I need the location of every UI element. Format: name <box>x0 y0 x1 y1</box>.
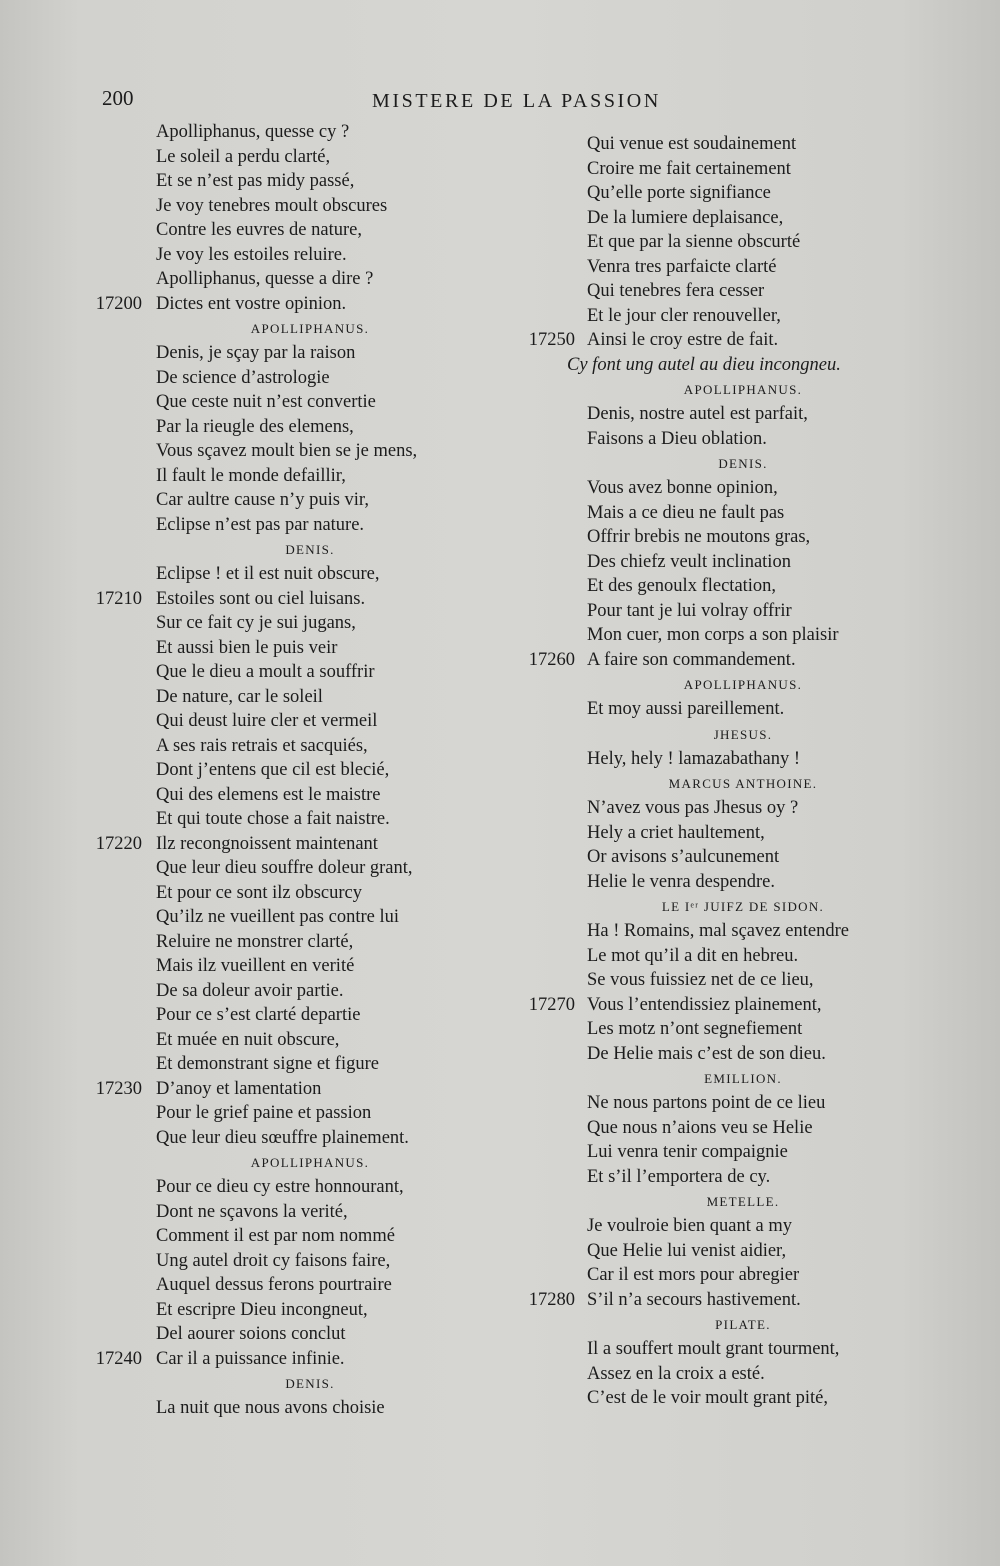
verse-text: Del aourer soions conclut <box>156 1324 346 1344</box>
verse-line <box>70 147 470 172</box>
verse-line <box>515 1339 915 1364</box>
verse-line <box>515 1118 915 1143</box>
verse-text: Ne nous partons point de ce lieu <box>587 1093 826 1113</box>
verse-text: Pour le grief paine et passion <box>156 1103 372 1123</box>
verse-line <box>70 613 470 638</box>
verse-line <box>70 1324 470 1349</box>
verse-text: Que ceste nuit n’est convertie <box>156 392 376 412</box>
line-number: 17210 <box>95 588 142 609</box>
speaker-heading <box>515 773 915 798</box>
verse-text: Dont j’entens que cil est blecié, <box>156 760 390 780</box>
verse-line <box>515 527 915 552</box>
speaker-name: JHESUS. <box>713 726 773 742</box>
verse-text: De la lumiere deplaisance, <box>587 207 784 228</box>
verse-text: Faisons a Dieu oblation. <box>587 428 767 449</box>
verse-text: Comment il est par nom nommé <box>156 1226 395 1246</box>
verse-text: Je voulroie bien quant a my <box>587 1216 792 1236</box>
verse-text: Il fault le monde defaillir, <box>156 465 346 486</box>
verse-text: Ilz recongnoissent maintenant <box>156 833 378 854</box>
verse-line <box>515 1093 915 1118</box>
verse-text: A ses rais retrais et sacquiés, <box>156 735 368 756</box>
verse-text: Et que par la sienne obscurté <box>587 232 801 252</box>
verse-line <box>70 1226 470 1251</box>
verse-text: Car il est mors pour abregier <box>587 1265 800 1285</box>
verse-line <box>70 1128 470 1153</box>
verse-text: Dont ne sçavons la verité, <box>156 1201 348 1222</box>
verse-text: S’il n’a secours hastivement. <box>587 1289 801 1310</box>
speaker-heading <box>515 1191 915 1216</box>
verse-text: Le mot qu’il a dit en hebreu. <box>587 945 799 966</box>
verse-text: De nature, car le soleil <box>156 686 323 707</box>
page-header <box>0 82 1000 118</box>
verse-line <box>70 1251 470 1276</box>
verse-line <box>70 441 470 466</box>
verse-text: Et le jour cler renouveller, <box>587 305 781 326</box>
verse-line <box>515 134 915 159</box>
speaker-heading <box>515 1314 915 1339</box>
verse-text: Il a souffert moult grant tourment, <box>587 1339 840 1359</box>
verse-text: Pour tant je lui volray offrir <box>587 600 792 621</box>
verse-line <box>70 269 470 294</box>
verse-text: La nuit que nous avons choisie <box>156 1398 385 1418</box>
verse-line <box>70 343 470 368</box>
verse-line <box>70 1103 470 1128</box>
stage-direction <box>515 355 915 380</box>
verse-line <box>515 995 915 1020</box>
verse-text: Qu’elle porte signifiance <box>587 183 771 203</box>
verse-line <box>515 601 915 626</box>
verse-text: Or avisons s’aulcunement <box>587 847 780 867</box>
verse-text: Ainsi le croy estre de fait. <box>587 330 779 350</box>
verse-text: Et pour ce sont ilz obscurcy <box>156 882 363 903</box>
speaker-name: DENIS. <box>718 456 768 471</box>
verse-text: Ha ! Romains, mal sçavez entendre <box>587 921 849 941</box>
verse-text: Que le dieu a moult a souffrir <box>156 662 375 682</box>
verse-text: Et s’il l’emportera de cy. <box>587 1166 771 1187</box>
verse-text: Pour ce dieu cy estre honnourant, <box>156 1177 404 1197</box>
verse-text: Je voy les estoiles reluire. <box>156 244 347 265</box>
verse-line <box>70 1177 470 1202</box>
verse-line <box>515 798 915 823</box>
verse-text: Se vous fuissiez net de ce lieu, <box>587 970 814 990</box>
verse-text: Et moy aussi pareillement. <box>587 699 785 719</box>
verse-line <box>70 638 470 663</box>
verse-text: Qui deust luire cler et vermeil <box>156 711 378 731</box>
speaker-name: EMILLION. <box>704 1071 782 1086</box>
verse-line <box>70 956 470 981</box>
verse-line <box>515 1216 915 1241</box>
verse-text: Je voy tenebres moult obscures <box>156 195 388 216</box>
verse-text: Et aussi bien le puis veir <box>156 637 338 658</box>
verse-text: Et des genoulx flectation, <box>587 576 777 596</box>
verse-text: Qu’ilz ne vueillent pas contre lui <box>156 907 399 927</box>
verse-line <box>70 245 470 270</box>
verse-text: N’avez vous pas Jhesus oy ? <box>587 798 799 818</box>
verse-line <box>515 1290 915 1315</box>
verse-line <box>515 183 915 208</box>
verse-line <box>70 736 470 761</box>
speaker-heading <box>515 1068 915 1093</box>
page-number: 200 <box>102 86 134 110</box>
verse-line <box>70 834 470 859</box>
verse-line <box>515 281 915 306</box>
verse-text: Vous sçavez moult bien se je mens, <box>156 441 418 461</box>
verse-line <box>70 294 470 319</box>
verse-line <box>70 662 470 687</box>
verse-text: De science d’astrologie <box>156 367 330 388</box>
verse-line <box>515 330 915 355</box>
verse-text: Lui venra tenir compaignie <box>587 1142 788 1162</box>
right-text-column <box>515 134 915 1413</box>
line-number: 17260 <box>528 649 575 670</box>
verse-line <box>515 1265 915 1290</box>
speaker-name: APOLLIPHANUS. <box>250 1155 370 1170</box>
verse-line <box>515 232 915 257</box>
verse-line <box>515 208 915 233</box>
verse-line <box>70 368 470 393</box>
verse-text: Dictes ent vostre opinion. <box>156 293 347 314</box>
speaker-name: PILATE. <box>715 1317 771 1332</box>
verse-line <box>70 220 470 245</box>
verse-text: Auquel dessus ferons pourtraire <box>156 1275 392 1295</box>
speaker-name: LE Iᵉʳ JUIFZ DE SIDON. <box>661 899 825 914</box>
verse-line <box>70 785 470 810</box>
verse-text: Que nous n’aions veu se Helie <box>587 1117 813 1138</box>
verse-line <box>70 392 470 417</box>
verse-text: Mais a ce dieu ne fault pas <box>587 502 785 523</box>
verse-line <box>515 847 915 872</box>
verse-line <box>70 589 470 614</box>
verse-line <box>70 196 470 221</box>
verse-line <box>70 711 470 736</box>
verse-text: Car il a puissance infinie. <box>156 1348 345 1369</box>
verse-text: De Helie mais c’est de son dieu. <box>587 1043 826 1064</box>
speaker-heading <box>515 724 915 749</box>
verse-line <box>515 503 915 528</box>
line-number: 17220 <box>95 833 142 854</box>
speaker-heading <box>70 539 470 564</box>
verse-line <box>70 1349 470 1374</box>
verse-text: Apolliphanus, quesse a dire ? <box>156 269 374 289</box>
verse-text: Par la rieugle des elemens, <box>156 416 354 437</box>
speaker-heading <box>70 1373 470 1398</box>
speaker-heading <box>515 674 915 699</box>
verse-text: Et demonstrant signe et figure <box>156 1054 379 1074</box>
verse-line <box>70 466 470 491</box>
verse-line <box>515 478 915 503</box>
verse-text: Denis, nostre autel est parfait, <box>587 404 808 424</box>
verse-line <box>70 171 470 196</box>
line-number: 17230 <box>95 1078 142 1099</box>
left-text-column <box>70 122 470 1423</box>
verse-line <box>70 1275 470 1300</box>
verse-line <box>70 515 470 540</box>
speaker-name: APOLLIPHANUS. <box>250 321 370 336</box>
verse-text: Que leur dieu souffre doleur grant, <box>156 858 413 878</box>
verse-line <box>70 1300 470 1325</box>
verse-line <box>515 404 915 429</box>
verse-text: Et muée en nuit obscure, <box>156 1029 340 1050</box>
verse-line <box>515 576 915 601</box>
speaker-name: DENIS. <box>285 1376 335 1391</box>
verse-text: Vous l’entendissiez plainement, <box>587 994 822 1015</box>
verse-line <box>515 823 915 848</box>
speaker-name: METELLE. <box>706 1194 780 1209</box>
verse-text: Que leur dieu sœuffre plainement. <box>156 1127 409 1148</box>
verse-line <box>515 1167 915 1192</box>
speaker-heading <box>515 453 915 478</box>
verse-line <box>515 625 915 650</box>
verse-text: Car aultre cause n’y puis vir, <box>156 490 369 510</box>
verse-text: Assez en la croix a esté. <box>587 1363 765 1384</box>
verse-line <box>70 932 470 957</box>
verse-line <box>70 809 470 834</box>
verse-line <box>515 970 915 995</box>
speaker-heading <box>70 318 470 343</box>
verse-line <box>515 159 915 184</box>
verse-line <box>70 490 470 515</box>
verse-line <box>70 1030 470 1055</box>
verse-line <box>70 1202 470 1227</box>
verse-text: Contre les euvres de nature, <box>156 220 362 240</box>
verse-line <box>70 564 470 589</box>
line-number: 17270 <box>528 994 575 1015</box>
verse-line <box>70 883 470 908</box>
verse-line <box>515 429 915 454</box>
verse-text: Pour ce s’est clarté departie <box>156 1005 361 1025</box>
verse-text: Des chiefz veult inclination <box>587 551 791 572</box>
line-number: 17250 <box>528 330 575 350</box>
verse-text: De sa doleur avoir partie. <box>156 980 344 1001</box>
verse-text: Vous avez bonne opinion, <box>587 478 778 498</box>
verse-text: Helie le venra despendre. <box>587 871 775 892</box>
line-number: 17240 <box>95 1348 142 1369</box>
verse-text: A faire son commandement. <box>587 649 796 670</box>
verse-line <box>515 552 915 577</box>
verse-line <box>70 1398 470 1423</box>
verse-line <box>70 1079 470 1104</box>
line-number: 17200 <box>95 293 142 314</box>
verse-line <box>515 872 915 897</box>
verse-text: Hely, hely ! lamazabathany ! <box>587 748 800 769</box>
verse-line <box>70 981 470 1006</box>
verse-line <box>70 417 470 442</box>
verse-text: Ung autel droit cy faisons faire, <box>156 1250 391 1271</box>
verse-line <box>70 1054 470 1079</box>
speaker-heading <box>515 379 915 404</box>
verse-text: C’est de le voir moult grant pité, <box>587 1388 828 1408</box>
verse-text: D’anoy et lamentation <box>156 1078 322 1099</box>
speaker-heading <box>70 1152 470 1177</box>
verse-line <box>515 650 915 675</box>
verse-text: Qui tenebres fera cesser <box>587 281 765 301</box>
verse-text: Et escripre Dieu incongneut, <box>156 1299 368 1320</box>
verse-line <box>515 1142 915 1167</box>
verse-line <box>70 760 470 785</box>
verse-line <box>515 257 915 282</box>
verse-text: Apolliphanus, quesse cy ? <box>156 122 350 142</box>
verse-text: Qui venue est soudainement <box>587 134 797 154</box>
speaker-name: MARCUS ANTHOINE. <box>668 776 818 791</box>
verse-line <box>515 921 915 946</box>
speaker-heading <box>515 896 915 921</box>
verse-text: Qui des elemens est le maistre <box>156 784 381 805</box>
verse-line <box>515 946 915 971</box>
verse-text: Mon cuer, mon corps a son plaisir <box>587 625 839 645</box>
speaker-name: DENIS. <box>285 542 335 557</box>
verse-text: Mais ilz vueillent en verité <box>156 956 355 976</box>
verse-text: Offrir brebis ne moutons gras, <box>587 527 811 547</box>
speaker-name: APOLLIPHANUS. <box>683 382 803 397</box>
verse-line <box>515 699 915 724</box>
verse-text: Eclipse ! et il est nuit obscure, <box>156 564 380 584</box>
speaker-name: APOLLIPHANUS. <box>683 677 803 692</box>
line-number: 17280 <box>528 1289 575 1310</box>
verse-text: Eclipse n’est pas par nature. <box>156 514 365 535</box>
verse-line <box>515 1019 915 1044</box>
verse-line <box>515 1388 915 1413</box>
verse-line <box>515 749 915 774</box>
verse-line <box>515 1044 915 1069</box>
verse-text: Et qui toute chose a fait naistre. <box>156 809 390 829</box>
verse-text: Venra tres parfaicte clarté <box>587 256 777 277</box>
verse-text: Les motz n’ont segnefiement <box>587 1019 803 1039</box>
verse-line <box>70 122 470 147</box>
verse-line <box>515 1241 915 1266</box>
verse-line <box>70 687 470 712</box>
verse-line <box>515 1364 915 1389</box>
verse-line <box>70 907 470 932</box>
verse-line <box>70 858 470 883</box>
verse-text: Sur ce fait cy je sui jugans, <box>156 613 356 633</box>
verse-text: Reluire ne monstrer clarté, <box>156 931 354 952</box>
verse-line <box>70 1005 470 1030</box>
running-title: MISTERE DE LA PASSION <box>372 90 661 112</box>
verse-text: Et se n’est pas midy passé, <box>156 171 355 191</box>
verse-text: Denis, je sçay par la raison <box>156 343 356 363</box>
stage-direction-text: Cy font ung autel au dieu incongneu. <box>567 354 841 375</box>
verse-text: Le soleil a perdu clarté, <box>156 146 331 167</box>
verse-text: Hely a criet haultement, <box>587 822 765 843</box>
verse-text: Estoiles sont ou ciel luisans. <box>156 588 366 609</box>
verse-text: Croire me fait certainement <box>587 158 791 179</box>
verse-text: Que Helie lui venist aidier, <box>587 1240 787 1261</box>
verse-line <box>515 306 915 331</box>
